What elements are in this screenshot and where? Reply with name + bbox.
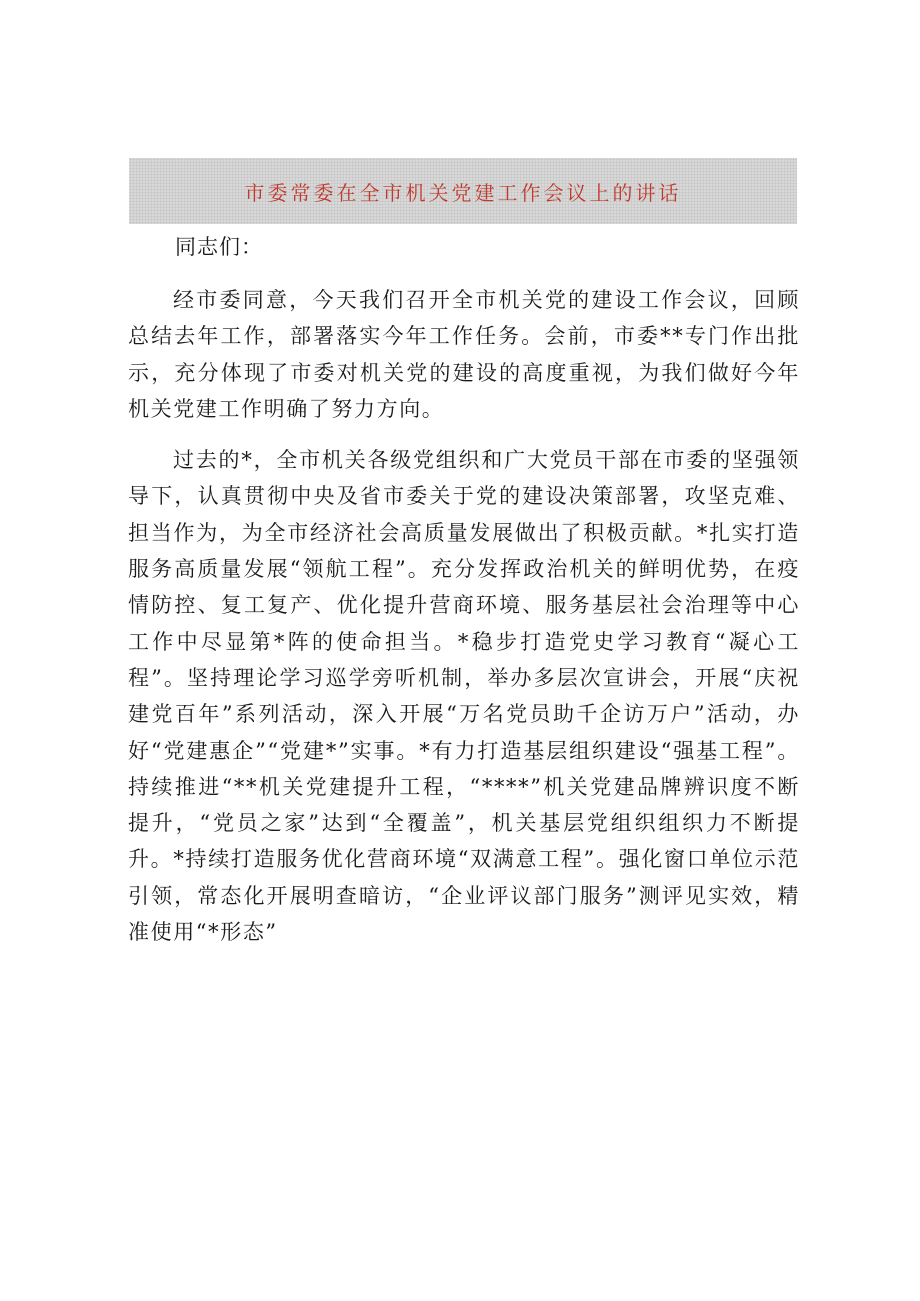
- paragraph-opening: 经市委同意，今天我们召开全市机关党的建设工作会议，回顾总结去年工作，部署落实今年工作任务。会前，市委**专门作出批示，充分体现了市委对机关党的建设的高度重视，为我们做好今年机关党建工作明确了努力方向。: [128, 288, 800, 421]
- paragraph-review: 过去的*，全市机关各级党组织和广大党员干部在市委的坚强领导下，认真贯彻中央及省市委关于党的建设决策部署，攻坚克难、担当作为，为全市经济社会高质量发展做出了积极贡献。*扎实打造服务高质量发展“领航工程”。充分发挥政治机关的鲜明优势，在疫情防控、复工复产、优化提升营商环境、服务基层社会治理等中心工作中尽显第*阵的使命担当。*稳步打造党史学习教育“凝心工程”。坚持理论学习巡学旁听机制，举办多层次宣讲会，开展“庆祝建党百年”系列活动，深入开展“万名党员助千企访万户”活动，办好“党建惠企”“党建*”实事。*有力打造基层组织建设“强基工程”。持续推进“**机关党建提升工程，“****”机关党建品牌辨识度不断提升，“党员之家”达到“全覆盖”，机关基层党组织组织力不断提升。*持续打造服务优化营商环境“双满意工程”。强化窗口单位示范引领，常态化开展明查暗访，“企业评议部门服务”测评见实效，精准使用“*形态”: [128, 448, 800, 945]
- salutation: 同志们：: [175, 235, 263, 259]
- document-title: 市委常委在全市机关党建工作会议上的讲话: [244, 180, 682, 205]
- document-body: [128, 226, 800, 950]
- title-banner: [129, 158, 797, 224]
